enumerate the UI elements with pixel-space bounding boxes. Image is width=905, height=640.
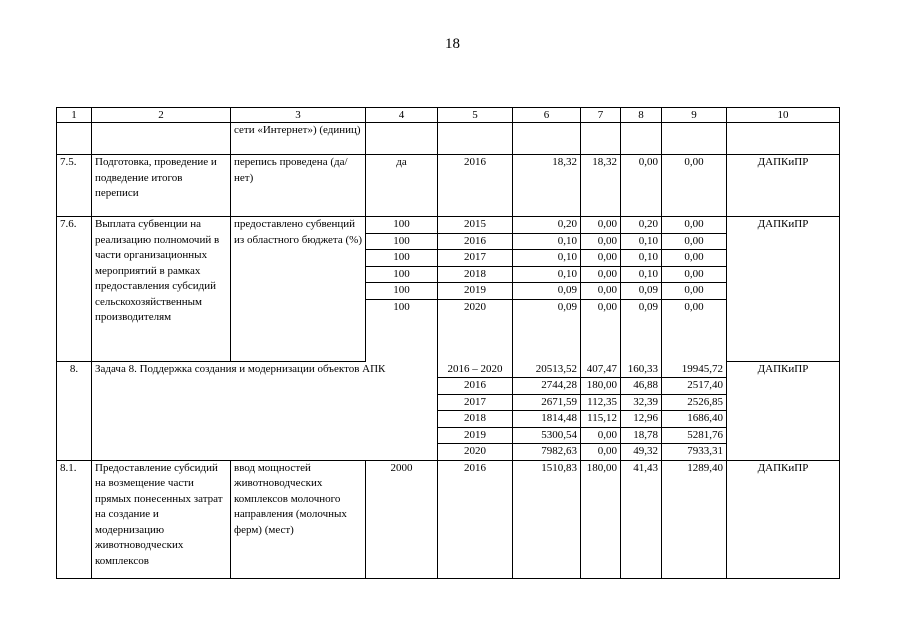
amount-cell: 407,47	[581, 361, 621, 378]
row-number: 7.6.	[57, 217, 92, 362]
indicator-cell: предоставлено субвенций из областного бюджета (%)	[231, 217, 366, 362]
year-cell: 2019	[438, 427, 513, 444]
amount-cell: 2517,40	[662, 378, 727, 395]
amount-cell: 160,33	[621, 361, 662, 378]
page-number: 18	[445, 36, 460, 52]
amount-cell: 0,00	[662, 283, 727, 300]
amount-cell: 32,39	[621, 394, 662, 411]
amount-cell: 18,32	[581, 155, 621, 217]
amount-cell: 112,35	[581, 394, 621, 411]
col-header: 2	[92, 108, 231, 123]
target-value: 100	[366, 250, 438, 267]
amount-cell: 0,09	[621, 283, 662, 300]
task-title: Задача 8. Поддержка создания и модернизации объектов АПК	[92, 361, 438, 460]
amount-cell: 180,00	[581, 378, 621, 395]
amount-cell: 0,09	[513, 299, 581, 361]
year-cell: 2017	[438, 250, 513, 267]
col-header: 7	[581, 108, 621, 123]
amount-cell: 0,00	[662, 217, 727, 234]
target-value: 100	[366, 283, 438, 300]
amount-cell: 18,78	[621, 427, 662, 444]
table-row	[57, 217, 840, 234]
amount-cell: 0,10	[621, 266, 662, 283]
amount-cell: 0,00	[662, 155, 727, 217]
amount-cell: 115,12	[581, 411, 621, 428]
table-row	[57, 460, 840, 578]
cell	[662, 123, 727, 155]
amount-cell: 1686,40	[662, 411, 727, 428]
amount-cell: 0,00	[581, 266, 621, 283]
amount-cell: 0,20	[621, 217, 662, 234]
target-value: 100	[366, 233, 438, 250]
target-value: 100	[366, 299, 438, 361]
year-cell: 2017	[438, 394, 513, 411]
executor-cell: ДАПКиПР	[727, 155, 840, 217]
cell	[621, 123, 662, 155]
row-number: 8.1.	[57, 460, 92, 578]
amount-cell: 7982,63	[513, 444, 581, 461]
row-number: 8.	[57, 361, 92, 460]
table-row	[57, 361, 840, 378]
year-cell: 2016	[438, 378, 513, 395]
year-cell: 2016	[438, 233, 513, 250]
header-row	[57, 108, 840, 123]
cell	[581, 123, 621, 155]
amount-cell: 0,10	[513, 266, 581, 283]
amount-cell: 46,88	[621, 378, 662, 395]
col-header: 9	[662, 108, 727, 123]
amount-cell: 0,00	[581, 217, 621, 234]
amount-cell: 0,10	[513, 250, 581, 267]
program-table	[56, 107, 840, 579]
year-cell: 2018	[438, 266, 513, 283]
cell	[57, 123, 92, 155]
amount-cell: 0,00	[662, 266, 727, 283]
indicator-cell: сети «Интернет») (единиц)	[231, 123, 366, 155]
target-value: да	[366, 155, 438, 217]
amount-cell: 1289,40	[662, 460, 727, 578]
cell	[92, 123, 231, 155]
indicator-cell: ввод мощностей животноводческих комплексов молочного направления (молочных ферм) (мест)	[231, 460, 366, 578]
amount-cell: 1814,48	[513, 411, 581, 428]
amount-cell: 0,09	[621, 299, 662, 361]
amount-cell: 0,00	[581, 233, 621, 250]
activity-name: Подготовка, проведение и подведение итогов переписи	[92, 155, 231, 217]
amount-cell: 0,10	[513, 233, 581, 250]
amount-cell: 0,00	[662, 299, 727, 361]
amount-cell: 2744,28	[513, 378, 581, 395]
year-cell: 2020	[438, 444, 513, 461]
cell	[366, 123, 438, 155]
amount-cell: 7933,31	[662, 444, 727, 461]
amount-cell: 0,00	[621, 155, 662, 217]
amount-cell: 0,09	[513, 283, 581, 300]
activity-name: Выплата субвенции на реализацию полномочий в части организационных мероприятий в рамках предоставления субсидий сельскохозяйственным производителям	[92, 217, 231, 362]
indicator-cell: перепись проведена (да/нет)	[231, 155, 366, 217]
amount-cell: 2526,85	[662, 394, 727, 411]
amount-cell: 180,00	[581, 460, 621, 578]
col-header: 5	[438, 108, 513, 123]
col-header: 10	[727, 108, 840, 123]
amount-cell: 41,43	[621, 460, 662, 578]
activity-name: Предоставление субсидий на возмещение части прямых понесенных затрат на создание и модернизацию животноводческих комплексов	[92, 460, 231, 578]
cell	[438, 123, 513, 155]
col-header: 1	[57, 108, 92, 123]
table-row	[57, 155, 840, 217]
col-header: 8	[621, 108, 662, 123]
year-cell: 2016 – 2020	[438, 361, 513, 378]
amount-cell: 0,00	[581, 283, 621, 300]
amount-cell: 0,00	[662, 233, 727, 250]
amount-cell: 0,00	[581, 250, 621, 267]
amount-cell: 19945,72	[662, 361, 727, 378]
amount-cell: 0,10	[621, 250, 662, 267]
amount-cell: 5281,76	[662, 427, 727, 444]
executor-cell: ДАПКиПР	[727, 361, 840, 460]
amount-cell: 0,00	[581, 444, 621, 461]
target-value: 2000	[366, 460, 438, 578]
year-cell: 2015	[438, 217, 513, 234]
col-header: 6	[513, 108, 581, 123]
year-cell: 2018	[438, 411, 513, 428]
amount-cell: 49,32	[621, 444, 662, 461]
amount-cell: 0,00	[581, 299, 621, 361]
amount-cell: 2671,59	[513, 394, 581, 411]
amount-cell: 1510,83	[513, 460, 581, 578]
year-cell: 2016	[438, 155, 513, 217]
executor-cell: ДАПКиПР	[727, 460, 840, 578]
amount-cell: 12,96	[621, 411, 662, 428]
year-cell: 2016	[438, 460, 513, 578]
year-cell: 2020	[438, 299, 513, 361]
target-value: 100	[366, 266, 438, 283]
year-cell: 2019	[438, 283, 513, 300]
amount-cell: 0,20	[513, 217, 581, 234]
cell	[513, 123, 581, 155]
table-row	[57, 123, 840, 155]
amount-cell: 0,10	[621, 233, 662, 250]
amount-cell: 5300,54	[513, 427, 581, 444]
row-number: 7.5.	[57, 155, 92, 217]
target-value: 100	[366, 217, 438, 234]
amount-cell: 18,32	[513, 155, 581, 217]
cell	[727, 123, 840, 155]
amount-cell: 0,00	[662, 250, 727, 267]
amount-cell: 20513,52	[513, 361, 581, 378]
amount-cell: 0,00	[581, 427, 621, 444]
col-header: 3	[231, 108, 366, 123]
executor-cell: ДАПКиПР	[727, 217, 840, 362]
col-header: 4	[366, 108, 438, 123]
